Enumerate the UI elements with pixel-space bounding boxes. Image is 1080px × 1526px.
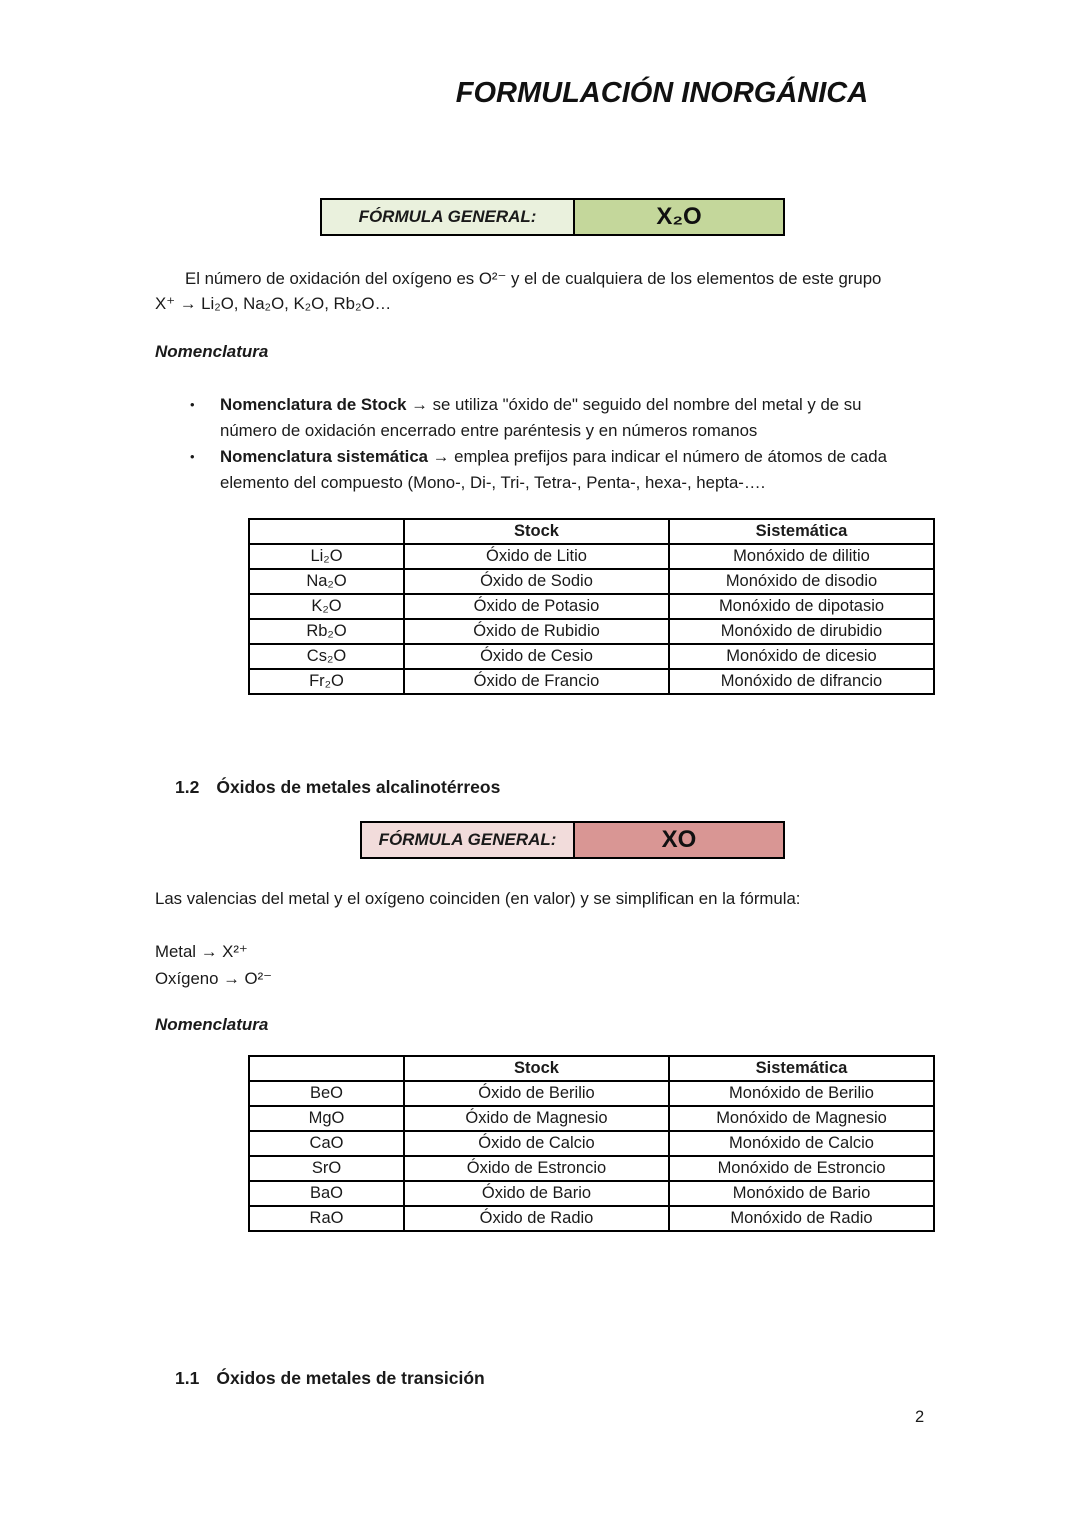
cell-stock: Óxido de Berilio [404, 1081, 669, 1106]
table-row [249, 544, 934, 569]
cell-formula: Fr₂O [249, 669, 404, 694]
oxygen-valence-line: Oxígeno → O²⁻ [155, 969, 273, 988]
table-row [249, 1206, 934, 1231]
cell-stock: Óxido de Calcio [404, 1131, 669, 1156]
table-header-row [249, 1056, 934, 1081]
cell-sistematica: Monóxido de Magnesio [669, 1106, 934, 1131]
bullet-text-sistematica [220, 444, 890, 496]
cell-sistematica: Monóxido de Berilio [669, 1081, 934, 1106]
cell-sistematica: Monóxido de Radio [669, 1206, 934, 1231]
header-stock: Stock [404, 1056, 669, 1081]
bullet-lead-sistematica: Nomenclatura sistemática [220, 447, 428, 466]
table-row [249, 1181, 934, 1206]
cell-sistematica: Monóxido de dilitio [669, 544, 934, 569]
bullet-icon: • [190, 449, 195, 464]
cell-sistematica: Monóxido de disodio [669, 569, 934, 594]
alkaline-earth-intro-paragraph: Las valencias del metal y el oxígeno coinciden (en valor) y se simplifican en la fórmula: [155, 889, 801, 908]
cell-formula: Na₂O [249, 569, 404, 594]
cell-sistematica: Monóxido de Estroncio [669, 1156, 934, 1181]
header-stock: Stock [404, 519, 669, 544]
valence-lines [155, 938, 1080, 992]
section-number: 1.2 [175, 777, 200, 797]
cell-formula: BeO [249, 1081, 404, 1106]
bullet-text-stock [220, 392, 890, 444]
table-row [249, 1156, 934, 1181]
table-row [249, 594, 934, 619]
cell-sistematica: Monóxido de dirubidio [669, 619, 934, 644]
cell-formula: Li₂O [249, 544, 404, 569]
header-sistematica: Sistemática [669, 519, 934, 544]
cell-sistematica: Monóxido de difrancio [669, 669, 934, 694]
cell-stock: Óxido de Litio [404, 544, 669, 569]
section-title: Óxidos de metales de transición [216, 1368, 485, 1388]
bullet-item-sistematica [190, 444, 890, 496]
nomenclature-bullet-list [190, 392, 890, 496]
cell-stock: Óxido de Cesio [404, 644, 669, 669]
cell-sistematica: Monóxido de Calcio [669, 1131, 934, 1156]
bullet-item-stock [190, 392, 890, 444]
cell-sistematica: Monóxido de dicesio [669, 644, 934, 669]
section-number: 1.1 [175, 1368, 200, 1388]
table-row [249, 569, 934, 594]
section-heading-1-1 [175, 1366, 1080, 1390]
cell-stock: Óxido de Radio [404, 1206, 669, 1231]
table-row [249, 619, 934, 644]
cell-stock: Óxido de Magnesio [404, 1106, 669, 1131]
cell-stock: Óxido de Estroncio [404, 1156, 669, 1181]
cell-formula: BaO [249, 1181, 404, 1206]
header-formula [249, 519, 404, 544]
table-row [249, 1106, 934, 1131]
cell-stock: Óxido de Potasio [404, 594, 669, 619]
cell-stock: Óxido de Bario [404, 1181, 669, 1206]
page-number: 2 [915, 1408, 925, 1426]
cell-formula: Rb₂O [249, 619, 404, 644]
cell-stock: Óxido de Sodio [404, 569, 669, 594]
bullet-rest-stock: → se utiliza "óxido de" seguido del nombre del metal y de su número de oxidación encerrado entre paréntesis y en números romanos [220, 395, 862, 440]
cell-sistematica: Monóxido de dipotasio [669, 594, 934, 619]
table-header-row [249, 519, 934, 544]
cell-formula: RaO [249, 1206, 404, 1231]
nomenclatura-heading-alkaline-earth: Nomenclatura [155, 1015, 269, 1034]
section-heading-1-2 [175, 775, 1080, 799]
table-row [249, 1081, 934, 1106]
cell-formula: SrO [249, 1156, 404, 1181]
cell-sistematica: Monóxido de Bario [669, 1181, 934, 1206]
formula-general-box-alkali [320, 198, 785, 236]
alkali-oxides-table [248, 518, 935, 695]
metal-valence-line: Metal → X²⁺ [155, 942, 248, 961]
formula-general-value-x2o: X₂O [575, 200, 783, 234]
cell-stock: Óxido de Francio [404, 669, 669, 694]
formula-general-box-alkaline-earth [360, 821, 785, 859]
page-title: FORMULACIÓN INORGÁNICA [455, 77, 869, 109]
cell-formula: MgO [249, 1106, 404, 1131]
formula-general-label: FÓRMULA GENERAL: [362, 823, 575, 857]
header-formula [249, 1056, 404, 1081]
bullet-icon: • [190, 397, 195, 412]
cell-formula: CaO [249, 1131, 404, 1156]
nomenclatura-heading-alkali: Nomenclatura [155, 342, 269, 361]
table-row [249, 1131, 934, 1156]
formula-general-label: FÓRMULA GENERAL: [322, 200, 575, 234]
cell-stock: Óxido de Rubidio [404, 619, 669, 644]
section-title: Óxidos de metales alcalinotérreos [216, 777, 501, 797]
cell-formula: Cs₂O [249, 644, 404, 669]
alkaline-earth-oxides-table [248, 1055, 935, 1232]
table-row [249, 644, 934, 669]
bullet-rest-sistematica: → emplea prefijos para indicar el número de átomos de cada elemento del compuesto (Mono-, Di-, Tri-, Tetra-, Penta-, hexa-, hepta-…. [220, 447, 887, 492]
table-row [249, 669, 934, 694]
alkali-intro-paragraph: El número de oxidación del oxígeno es O²⁻ y el de cualquiera de los elementos de este grupo X⁺ → Li₂O, Na₂O, K₂O, Rb₂O… [155, 269, 882, 313]
header-sistematica: Sistemática [669, 1056, 934, 1081]
bullet-lead-stock: Nomenclatura de Stock [220, 395, 407, 414]
cell-formula: K₂O [249, 594, 404, 619]
formula-general-value-xo: XO [575, 823, 783, 857]
